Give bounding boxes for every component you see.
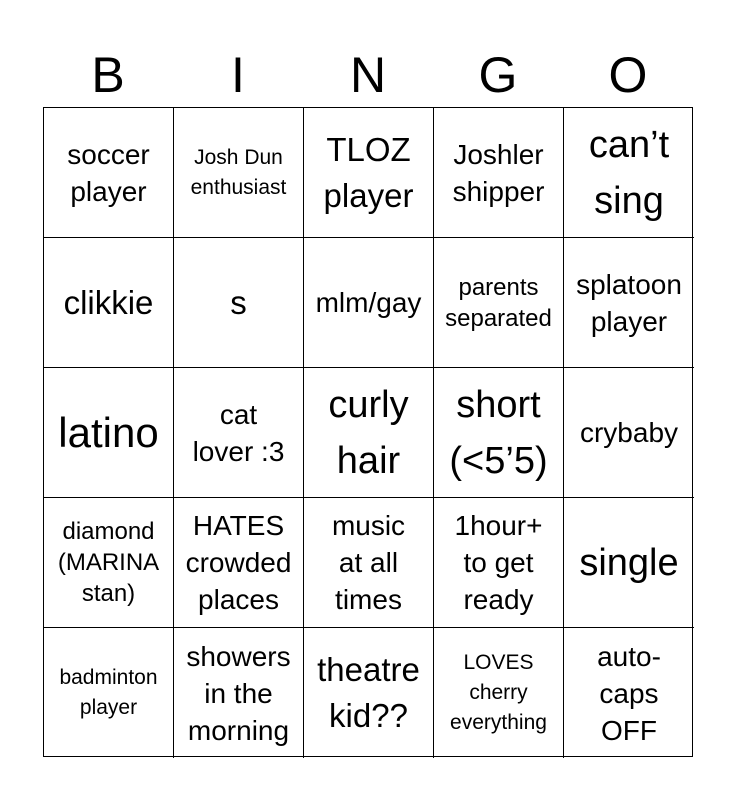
- bingo-cell[interactable]: [174, 498, 304, 628]
- cell-text: music at all times: [331, 510, 406, 615]
- cell-text: HATES crowded places: [185, 510, 292, 615]
- header-letter-o: O: [608, 47, 648, 103]
- bingo-cell[interactable]: [564, 498, 694, 628]
- bingo-cell[interactable]: [44, 628, 174, 758]
- bingo-cell[interactable]: [434, 368, 564, 498]
- bingo-cell[interactable]: [434, 238, 564, 368]
- bingo-cell[interactable]: [564, 108, 694, 238]
- cell-text: mlm/gay: [315, 287, 422, 318]
- cell-text: diamond (MARINA stan): [57, 518, 160, 607]
- header-letter-n: N: [349, 47, 387, 103]
- cell-text: short (<5’5): [449, 383, 548, 482]
- bingo-cell[interactable]: [434, 498, 564, 628]
- header-letter-g: G: [478, 47, 518, 103]
- bingo-cell[interactable]: [174, 368, 304, 498]
- cell-text: parents separated: [445, 273, 552, 332]
- cell-text: LOVES cherry everything: [450, 651, 547, 734]
- cell-text: badminton player: [59, 666, 158, 719]
- bingo-cell[interactable]: [44, 108, 174, 238]
- bingo-cell[interactable]: [174, 628, 304, 758]
- bingo-cell[interactable]: [174, 108, 304, 238]
- cell-text: 1hour+ to get ready: [454, 510, 543, 615]
- cell-text: s: [230, 283, 247, 321]
- bingo-cell[interactable]: [44, 368, 174, 498]
- header-letter-i: I: [231, 47, 245, 103]
- bingo-cell[interactable]: [304, 498, 434, 628]
- cell-text: soccer player: [67, 138, 150, 207]
- bingo-header: [43, 44, 693, 106]
- cell-text: theatre kid??: [317, 651, 420, 734]
- cell-text: crybaby: [579, 417, 679, 448]
- cell-text: single: [579, 541, 679, 584]
- cell-text: splatoon player: [576, 268, 682, 337]
- bingo-grid: [43, 107, 693, 757]
- cell-text: TLOZ player: [323, 130, 414, 214]
- bingo-cell[interactable]: [434, 628, 564, 758]
- header-letter-b: B: [91, 47, 125, 103]
- bingo-cell[interactable]: [44, 498, 174, 628]
- bingo-cell[interactable]: [174, 238, 304, 368]
- cell-text: latino: [58, 408, 159, 456]
- cell-text: cat lover :3: [192, 398, 285, 467]
- cell-text: showers in the morning: [186, 640, 291, 746]
- cell-text: Josh Dun enthusiast: [190, 145, 287, 199]
- cell-text: auto- caps OFF: [597, 640, 661, 746]
- cell-text: can’t sing: [588, 123, 670, 222]
- bingo-cell[interactable]: [434, 108, 564, 238]
- bingo-cell[interactable]: [564, 368, 694, 498]
- bingo-cell[interactable]: [304, 628, 434, 758]
- bingo-cell[interactable]: [304, 368, 434, 498]
- bingo-cell[interactable]: [304, 108, 434, 238]
- bingo-cell[interactable]: [44, 238, 174, 368]
- cell-text: clikkie: [63, 283, 154, 321]
- bingo-cell[interactable]: [564, 238, 694, 368]
- bingo-cell[interactable]: [304, 238, 434, 368]
- cell-text: Joshler shipper: [452, 138, 545, 207]
- bingo-cell[interactable]: [564, 628, 694, 758]
- cell-text: curly hair: [328, 383, 409, 482]
